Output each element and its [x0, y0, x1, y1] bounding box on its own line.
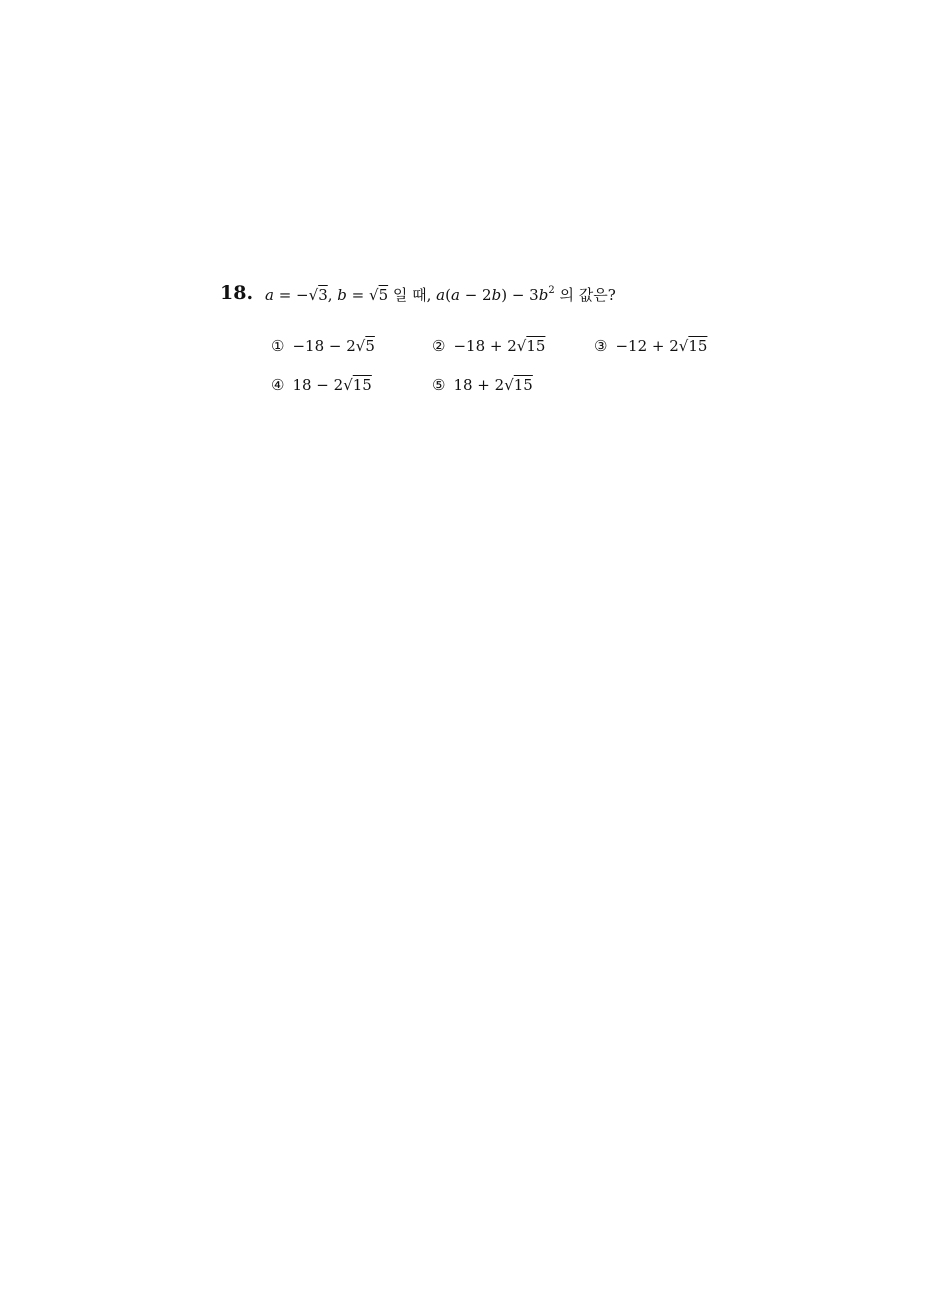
var-a: a	[265, 286, 274, 304]
expr-b: b	[491, 286, 502, 304]
expr-exponent: 2	[548, 285, 555, 296]
choice-text-5: 18 + 2√	[453, 376, 514, 394]
question-number: 18.	[220, 282, 254, 304]
choice-3[interactable]	[594, 337, 707, 355]
stem-condition: 일 때,	[388, 286, 437, 304]
choice-text-2: −18 + 2√	[453, 337, 527, 355]
choice-root-4: 15	[352, 376, 372, 394]
stem-root-b: 5	[378, 286, 389, 304]
stem-sep: ,	[327, 286, 338, 304]
var-b: b	[337, 286, 347, 304]
choice-mark-1: ①	[271, 337, 285, 355]
question-stem	[265, 284, 616, 305]
choice-1[interactable]	[271, 337, 375, 355]
choice-root-2: 15	[526, 337, 546, 355]
choice-2[interactable]	[432, 337, 545, 355]
stem-eq2: = √	[346, 286, 379, 304]
choice-mark-5: ⑤	[432, 376, 446, 394]
choice-root-5: 15	[513, 376, 533, 394]
choice-text-3: −12 + 2√	[615, 337, 689, 355]
expr-a2: a	[450, 286, 460, 304]
choice-4[interactable]	[271, 376, 372, 394]
choice-text-1: −18 − 2√	[292, 337, 366, 355]
expr-b2: b	[538, 286, 549, 304]
stem-eq1: = −√	[273, 286, 319, 304]
expr-paren: (	[445, 286, 451, 304]
choice-5[interactable]	[432, 376, 533, 394]
choice-mark-3: ③	[594, 337, 608, 355]
choice-mark-2: ②	[432, 337, 446, 355]
expr-close-minus-3: ) − 3	[501, 286, 539, 304]
choice-mark-4: ④	[271, 376, 285, 394]
expr-a1: a	[436, 286, 446, 304]
stem-ask: 의 값은?	[554, 286, 616, 304]
expr-minus-2: − 2	[459, 286, 492, 304]
choice-root-1: 5	[365, 337, 375, 355]
choice-root-3: 15	[688, 337, 708, 355]
stem-root-a: 3	[318, 286, 328, 304]
choice-text-4: 18 − 2√	[292, 376, 353, 394]
